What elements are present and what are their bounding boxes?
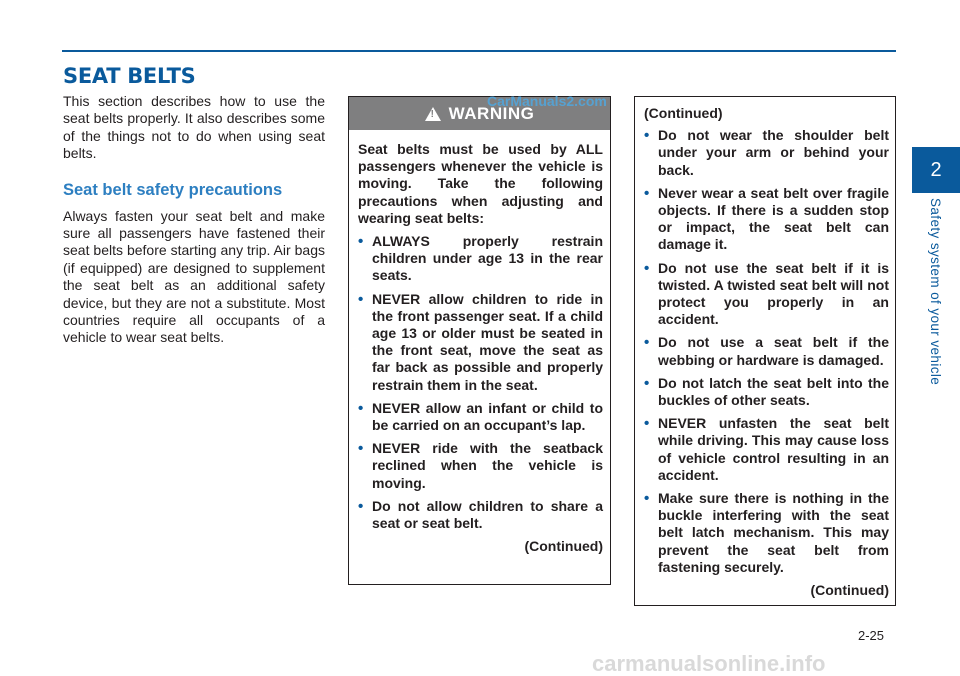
warning-item: • NEVER allow an infant or child to be carried on an occupant’s lap.: [358, 400, 603, 434]
warning-item: • ALWAYS properly restrain children under age 13 in the rear seats.: [358, 233, 603, 285]
watermark-top[interactable]: CarManuals2.com: [487, 93, 607, 109]
precautions-paragraph: Always fasten your seat belt and make sure all passengers have fastened their seat belts before starting any trip. Air bags (if equipped) are designed to supplement the seat belt as an additional safety device, but they are not a substitute. Most countries require all occupants of a vehicle to wear seat belts.: [63, 207, 325, 346]
watermark-footer[interactable]: carmanualsonline.info: [592, 651, 826, 676]
chapter-tab: 2: [912, 147, 960, 193]
warning-item: • Do not allow children to share a seat or seat belt.: [358, 498, 603, 532]
warning-box: [348, 93, 611, 585]
warning-intro: Seat belts must be used by ALL passengers whenever the vehicle is moving. Take the following precautions when adjusting and wearing seat belts:: [358, 141, 603, 226]
continued-header: (Continued): [644, 105, 723, 121]
continued-list: [644, 127, 889, 576]
top-rule: [62, 50, 896, 52]
continued-item: • NEVER unfasten the seat belt while driving. This may cause loss of vehicle control resulting in an accident.: [644, 415, 889, 484]
warning-item: • NEVER allow children to ride in the front passenger seat. If a child age 13 or older must be seated in the front seat, move the seat as far back as possible and properly restrain them in the seat.: [358, 291, 603, 394]
continued-item: • Do not latch the seat belt into the buckles of other seats.: [644, 375, 889, 409]
page-number: 2-25: [858, 628, 885, 643]
continued-box: [634, 96, 896, 606]
warning-continued: (Continued): [524, 538, 603, 555]
warning-item: • NEVER ride with the seatback reclined when the vehicle is moving.: [358, 440, 603, 492]
intro-paragraph: This section describes how to use the seat belts properly. It also describes some of the things not to do when using seat belts.: [63, 93, 325, 162]
warning-triangle-icon: !: [425, 107, 441, 121]
precautions-heading: Seat belt safety precautions: [63, 180, 283, 199]
continued-body: [644, 105, 889, 599]
continued-item: • Do not wear the shoulder belt under your arm or behind your back.: [644, 127, 889, 179]
chapter-title: Safety system of your vehicle: [928, 198, 943, 386]
warning-header: [349, 93, 610, 130]
warning-label: WARNING: [448, 103, 535, 123]
continued-item: • Make sure there is nothing in the buckle interfering with the seat belt latch mechanism. This may prevent the seat belt from fastening securely.: [644, 490, 889, 576]
warning-body: [358, 141, 603, 555]
continued-item: • Do not use the seat belt if it is twisted. A twisted seat belt will not protect you properly in an accident.: [644, 260, 889, 329]
section-title: SEAT BELTS: [63, 64, 196, 88]
intro-column: [63, 93, 325, 347]
continued-footer: (Continued): [810, 582, 889, 599]
warning-list: [358, 233, 603, 532]
continued-item: • Never wear a seat belt over fragile objects. If there is a sudden stop or impact, the seat belt can damage it.: [644, 185, 889, 254]
continued-item: • Do not use a seat belt if the webbing or hardware is damaged.: [644, 334, 889, 368]
